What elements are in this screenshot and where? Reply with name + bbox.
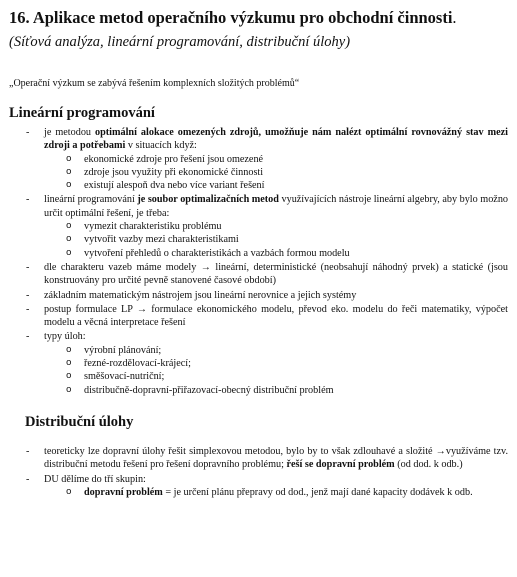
lp-bullet-5-text: - postup formulace LP → formulace ekonomického modelu, převod eko. modelu do řeči matematiky, výpočet modelu a věcná interpretace řešení [44,303,508,329]
title-text: 16. Aplikace metod operačního výzkumu pro obchodní činnosti [9,8,453,27]
du-bullet-2-text: - DU dělíme do tří skupin: [44,473,146,485]
sub-list-item: o existují alespoň dva nebo více variant řešení [58,179,508,192]
list-item [9,330,508,396]
list-item [9,289,508,302]
text-run: = je určení plánu přepravy od dod., jenž mají dané kapacity dodávek k odb. [162,486,473,498]
list-item [9,261,508,288]
sub-list [44,486,508,499]
bold-text-run: řeší se dopravní problém [286,459,395,471]
bold-text-run: optimální alokace omezených zdrojů, umožňuje nám nalézt optimální rovnovážný stav mezi zdroji a potřebami [44,127,508,152]
text-run: teoreticky lze dopravní úlohy řešit simplexovou metodou, bylo by to však zdlouhavé a složité →využíváme tzv. distribuční metodu řešení pro řešení dopravního problému; [44,445,508,471]
sub-list [44,220,508,260]
sub-list-item: o vymezit charakteristiku problému [58,220,508,233]
sub-list-item: o vytvořit vazby mezi charakteristikami [58,233,508,246]
list-item [9,445,508,472]
section-heading-lp: Lineární programování [9,105,155,121]
title-period: . [452,8,457,27]
document-subtitle: (Síťová analýza, lineární programování, distribuční úlohy) [9,34,351,50]
sub-list-item: o zdroje jsou využity při ekonomické činnosti [58,166,508,179]
sub-list [44,153,508,193]
sub-list-item: o vytvoření přehledů o charakteristikách a vazbách formou modelu [58,247,508,260]
sub-list-item: o ekonomické zdroje pro řešení jsou omezené [58,153,508,166]
section-heading-du: Distribuční úlohy [25,413,134,430]
list-item [9,473,508,500]
bold-text-run: dopravní problém [84,486,163,498]
sub-list-item [58,486,508,499]
list-item [9,303,508,330]
sub-list-item: o směšovací-nutriční; [58,370,508,383]
list-item [9,193,508,259]
lp-bullet-list [9,126,508,397]
du-bullet-1-text [44,445,508,472]
du-bullet-list [9,445,508,499]
list-item [9,126,508,192]
sub-list [44,344,508,397]
sub-list-item: o řezné-rozdělovací-krájecí; [58,357,508,370]
sub-list-item: o výrobní plánování; [58,344,508,357]
text-run: je metodou [44,127,96,138]
text-run: (od dod. k odb.) [394,459,463,471]
lp-bullet-6-text: - typy úloh: [44,331,86,343]
text-run: v situacích když: [125,140,197,152]
lp-bullet-2-text [44,193,508,220]
document-title [9,8,508,28]
text-run: lineární programování [44,194,138,206]
intro-quote: „Operační výzkum se zabývá řešením komplexních složitých problémů“ [9,78,300,89]
lp-bullet-1-text [44,126,508,153]
sub-list-item: o distribučně-dopravní-přiřazovací-obecný distribuční problém [58,384,508,397]
lp-bullet-4-text: - základním matematickým nástrojem jsou lineární nerovnice a jejich systémy [44,289,357,301]
bold-text-run: je soubor optimalizačních metod [137,194,279,206]
text-run: využívajících nástroje lineární algebry, aby bylo možno určit optimální řešení, je třeba: [44,194,509,219]
lp-bullet-3-text: - dle charakteru vazeb máme modely → lineární, deterministické (neobsahují náhodný prvek) a statické (jsou konstruovány pro určité pevně stanovené časové období) [44,261,508,287]
